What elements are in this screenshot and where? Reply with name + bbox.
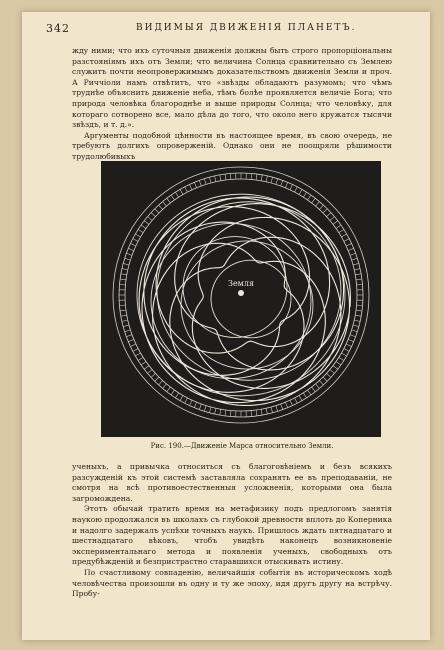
page-number: 342 bbox=[46, 22, 70, 35]
top-text-block bbox=[72, 46, 392, 163]
paragraph: Аргументы подобной цѣнности въ настоящее время, въ свою очередь, не требуютъ долгихъ опроверженій. Однако они не поощряли рѣшимости трудолюбивыхъ bbox=[72, 130, 392, 161]
paragraph: Этотъ обычай тратить время на метафизику подъ предлогомъ занятія наукою продолжался въ школахъ съ глубокой древности вплоть до Коперника и надолго задержалъ успѣхи точныхъ наукъ. Пришлось ждать пятнадцатаго и шестнадцатаго вѣковъ, чтобъ увидѣть наконецъ возникновеніе экспериментальнаго метода и появленія ученыхъ, свободныхъ отъ предубѣжденій и безпристрастно старавшихся отыскивать истину. bbox=[72, 504, 392, 567]
figure-caption: Рис. 190.—Движеніе Марса относительно Земли. bbox=[150, 442, 334, 450]
paragraph: По счастливому совпаденію, величайшія событія въ историческомъ ходѣ человѣчества произошли въ одну и ту же эпоху, идя другъ другу на встрѣчу. Пробу- bbox=[72, 567, 392, 599]
page-header bbox=[46, 22, 406, 36]
mars-motion-figure bbox=[101, 161, 381, 437]
running-title: ВИДИМЫЯ ДВИЖЕНІЯ ПЛАНЕТЪ. bbox=[136, 23, 357, 33]
bottom-text-block bbox=[72, 462, 392, 600]
earth-label: Земля bbox=[227, 279, 255, 288]
paragraph: жду ними; что ихъ суточныя движенія должны быть строго пропорціональны разстояніямъ ихъ отъ Земли; что величина Солнца сравнительно съ Землею служитъ почти неопровержимымъ доказательствомъ движенія Земли и проч. А Риччіоли намъ отвѣтитъ, что «звѣзды обладаютъ разумомъ; что чѣмъ труднѣе объяснить движеніе неба, тѣмъ болѣе проявляется величіе Бога; что природа человѣка благороднѣе и выше природы Солнца; что человѣку, для котораго сотворено все, мало дѣла до того, что около него кружатся тысячи звѣздъ, и т. д.». bbox=[72, 46, 392, 130]
figure-drawing bbox=[101, 161, 381, 437]
paragraph: ученыхъ, а привычка относиться съ благоговѣніемъ и безъ всякихъ разсужденій къ этой системѣ заставляла сохранять ее въ преподаваніи, не смотря на всѣ противоестественныя усложненія, которыми она была загромождена. bbox=[72, 462, 392, 503]
